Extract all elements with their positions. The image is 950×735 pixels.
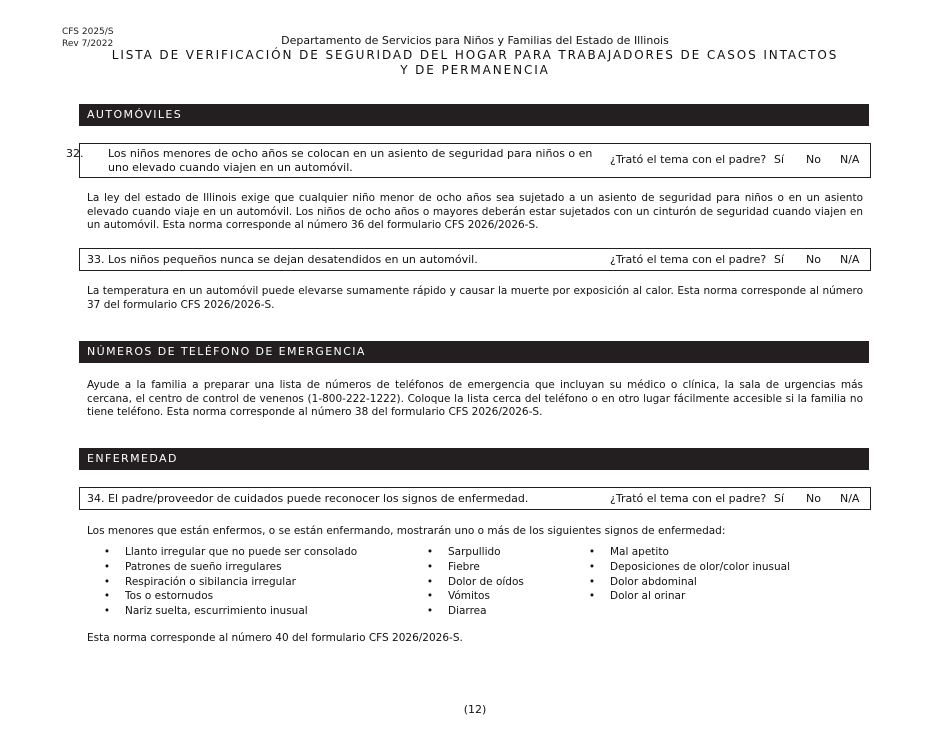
- section-heading-enfermedad: ENFERMEDAD: [79, 448, 869, 470]
- section-heading-emergencia: NÚMEROS DE TELÉFONO DE EMERGENCIA: [79, 341, 869, 363]
- bullet-icon: •: [588, 546, 596, 558]
- question-34-option-no[interactable]: No: [806, 492, 821, 505]
- list-item: [588, 575, 790, 590]
- question-34-option-na[interactable]: N/A: [840, 492, 860, 505]
- list-item: [103, 589, 357, 604]
- bullet-icon: •: [103, 605, 111, 618]
- question-32-label: Los niños menores de ocho años se colocan en un asiento de seguridad para niños o en uno elevado cuando viajen en un automóvil.: [108, 147, 593, 174]
- question-32-number: 32.: [66, 147, 84, 160]
- bullet-icon: •: [588, 575, 596, 588]
- question-34-option-si[interactable]: Sí: [774, 492, 785, 505]
- illness-sign: Dolor al orinar: [610, 590, 686, 603]
- page-number: (12): [463, 703, 487, 716]
- list-item: [588, 560, 790, 575]
- illness-signs-list-1: [103, 545, 357, 619]
- bullet-icon: •: [588, 590, 596, 603]
- illness-signs-intro: Los menores que están enfermos, o se están enfermando, mostrarán uno o más de los siguientes signos de enfermedad:: [87, 525, 726, 537]
- question-32-option-si[interactable]: Sí: [774, 153, 785, 166]
- bullet-icon: •: [426, 560, 434, 573]
- question-33-option-na[interactable]: N/A: [840, 253, 860, 266]
- illness-sign: Llanto irregular que no puede ser consolado: [125, 546, 358, 558]
- list-item: [103, 575, 357, 590]
- question-32-options: [610, 144, 870, 177]
- list-item: [588, 545, 790, 560]
- illness-signs-list-2: [426, 545, 524, 619]
- list-item: [426, 545, 524, 560]
- emergency-numbers-explanation: Ayude a la familia a preparar una lista de números de teléfonos de emergencia que incluyan su médico o clínica, la sala de urgencias más cercana, el centro de control de venenos (1-800-222-1222). Coloque la lista cerca del teléfono o en otro lugar fácilmente accesible si la familia no tiene teléfono. Esta norma corresponde al número 38 del formulario CFS 2026/2026-S.: [87, 379, 863, 418]
- illness-sign: Diarrea: [448, 605, 487, 618]
- document-title-line-1: LISTA DE VERIFICACIÓN DE SEGURIDAD DEL HOGAR PARA TRABAJADORES DE CASOS INTACTOS: [111, 48, 839, 62]
- bullet-icon: •: [103, 575, 111, 588]
- bullet-icon: •: [588, 560, 596, 573]
- illness-sign: Tos o estornudos: [125, 590, 214, 603]
- illness-signs-list-3: [588, 545, 790, 604]
- illness-sign: Vómitos: [448, 590, 490, 603]
- document-title-line-2: Y DE PERMANENCIA: [400, 63, 550, 77]
- question-33-explanation: La temperatura en un automóvil puede elevarse sumamente rápido y causar la muerte por exposición al calor. Esta norma corresponde al número 37 del formulario CFS 2026/2026-S.: [87, 285, 863, 311]
- bullet-icon: •: [426, 590, 434, 603]
- document-header: [0, 33, 950, 78]
- form-code: CFS 2025/S: [62, 27, 114, 37]
- question-33-label: Los niños pequeños nunca se dejan desatendidos en un automóvil.: [108, 253, 478, 266]
- question-32-option-no[interactable]: No: [806, 153, 821, 166]
- list-item: [103, 545, 357, 560]
- bullet-icon: •: [103, 590, 111, 603]
- question-34-number: 34.: [87, 492, 105, 505]
- question-33-text: [87, 253, 587, 267]
- question-33: [79, 248, 871, 271]
- bullet-icon: •: [103, 546, 111, 558]
- list-item: [588, 589, 790, 604]
- question-34: [79, 487, 871, 510]
- form-revision: Rev 7/2022: [62, 39, 114, 49]
- question-33-options: [610, 249, 870, 270]
- list-item: [426, 604, 524, 619]
- illness-sign: Dolor abdominal: [610, 575, 697, 588]
- question-33-discussed-prompt: ¿Trató el tema con el padre?: [610, 253, 767, 266]
- list-item: [426, 560, 524, 575]
- question-34-discussed-prompt: ¿Trató el tema con el padre?: [610, 492, 767, 505]
- department-name: Departamento de Servicios para Niños y Familias del Estado de Illinois: [281, 34, 669, 47]
- section-heading-automoviles: AUTOMÓVILES: [79, 104, 869, 126]
- illness-sign: Deposiciones de olor/color inusual: [610, 560, 791, 573]
- question-33-number: 33.: [87, 253, 105, 266]
- list-item: [103, 604, 357, 619]
- illness-footer-note: Esta norma corresponde al número 40 del formulario CFS 2026/2026-S.: [87, 632, 463, 644]
- illness-sign: Mal apetito: [610, 546, 669, 558]
- illness-sign: Patrones de sueño irregulares: [125, 560, 282, 573]
- question-32: [66, 143, 871, 178]
- question-32-discussed-prompt: ¿Trató el tema con el padre?: [610, 153, 767, 166]
- question-33-option-si[interactable]: Sí: [774, 253, 785, 266]
- list-item: [426, 589, 524, 604]
- question-34-text: [87, 492, 587, 506]
- question-32-explanation: La ley del estado de Illinois exige que cualquier niño menor de ocho años sea sujetado a un asiento de seguridad para niños o en un asiento elevado cuando viaje en un automóvil. Los niños de ocho años o mayores deberán estar sujetados con un cinturón de seguridad cuando viajen en un automóvil. Esta norma corresponde al número 36 del formulario CFS 2026/2026-S.: [87, 192, 863, 231]
- question-34-options: [610, 488, 870, 509]
- bullet-icon: •: [426, 605, 434, 618]
- illness-sign: Dolor de oídos: [448, 575, 524, 588]
- bullet-icon: •: [103, 560, 111, 573]
- bullet-icon: •: [426, 546, 434, 558]
- question-32-text: [66, 147, 608, 175]
- illness-sign: Sarpullido: [448, 546, 501, 558]
- question-32-option-na[interactable]: N/A: [840, 153, 860, 166]
- illness-sign: Fiebre: [448, 560, 480, 573]
- list-item: [103, 560, 357, 575]
- illness-sign: Respiración o sibilancia irregular: [125, 575, 296, 588]
- illness-sign: Nariz suelta, escurrimiento inusual: [125, 605, 308, 618]
- bullet-icon: •: [426, 575, 434, 588]
- question-34-label: El padre/proveedor de cuidados puede reconocer los signos de enfermedad.: [108, 492, 529, 505]
- question-33-option-no[interactable]: No: [806, 253, 821, 266]
- list-item: [426, 575, 524, 590]
